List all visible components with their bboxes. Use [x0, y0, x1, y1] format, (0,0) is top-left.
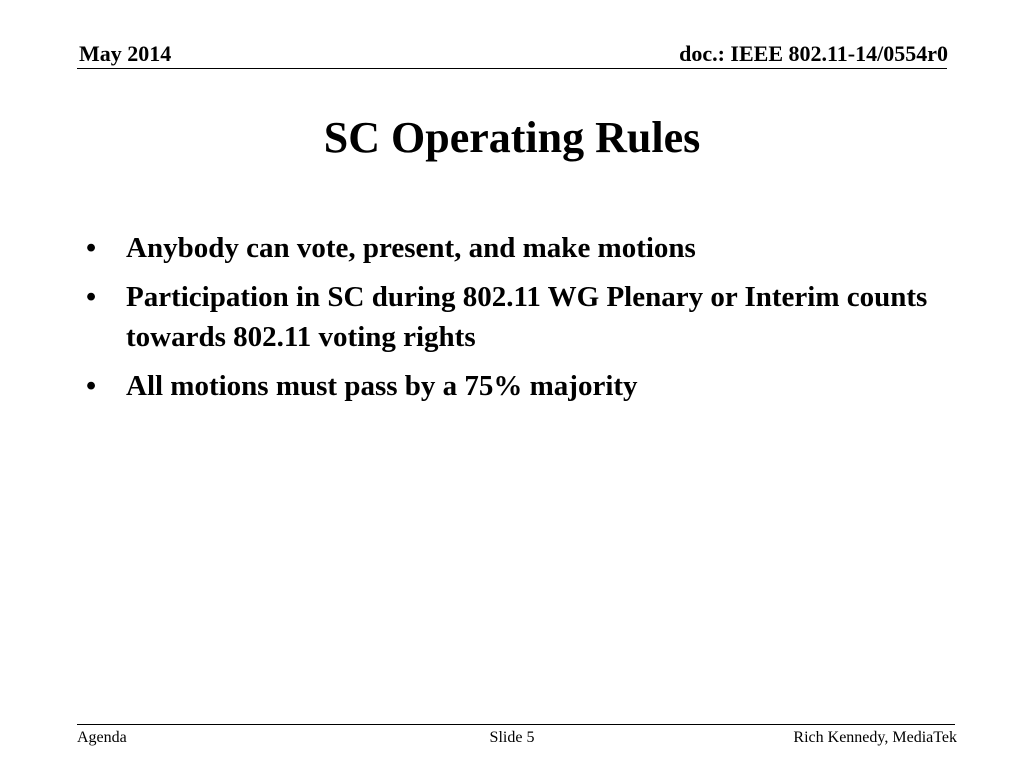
footer-section-label: Agenda: [77, 729, 127, 746]
footer-divider: [77, 724, 955, 725]
bullet-mark: •: [86, 232, 97, 264]
bullet-text: Participation in SC during 802.11 WG Plenary or Interim counts towards 802.11 voting rights: [126, 281, 928, 353]
bullet-item-2: [86, 277, 956, 357]
header-divider: [77, 68, 947, 69]
bullet-item-1: [86, 228, 956, 268]
bullet-mark: •: [86, 370, 97, 402]
bullet-mark: •: [86, 281, 97, 313]
footer-slide-number: Slide 5: [489, 729, 535, 746]
bullet-text: All motions must pass by a 75% majority: [126, 370, 638, 402]
footer-author: Rich Kennedy, MediaTek: [793, 729, 957, 746]
bullet-text: Anybody can vote, present, and make motions: [126, 232, 696, 264]
header-doc-id: doc.: IEEE 802.11-14/0554r0: [679, 41, 948, 66]
slide-title: SC Operating Rules: [323, 113, 701, 162]
bullet-list: [86, 228, 956, 415]
bullet-item-3: [86, 366, 956, 406]
header-date: May 2014: [79, 41, 172, 66]
